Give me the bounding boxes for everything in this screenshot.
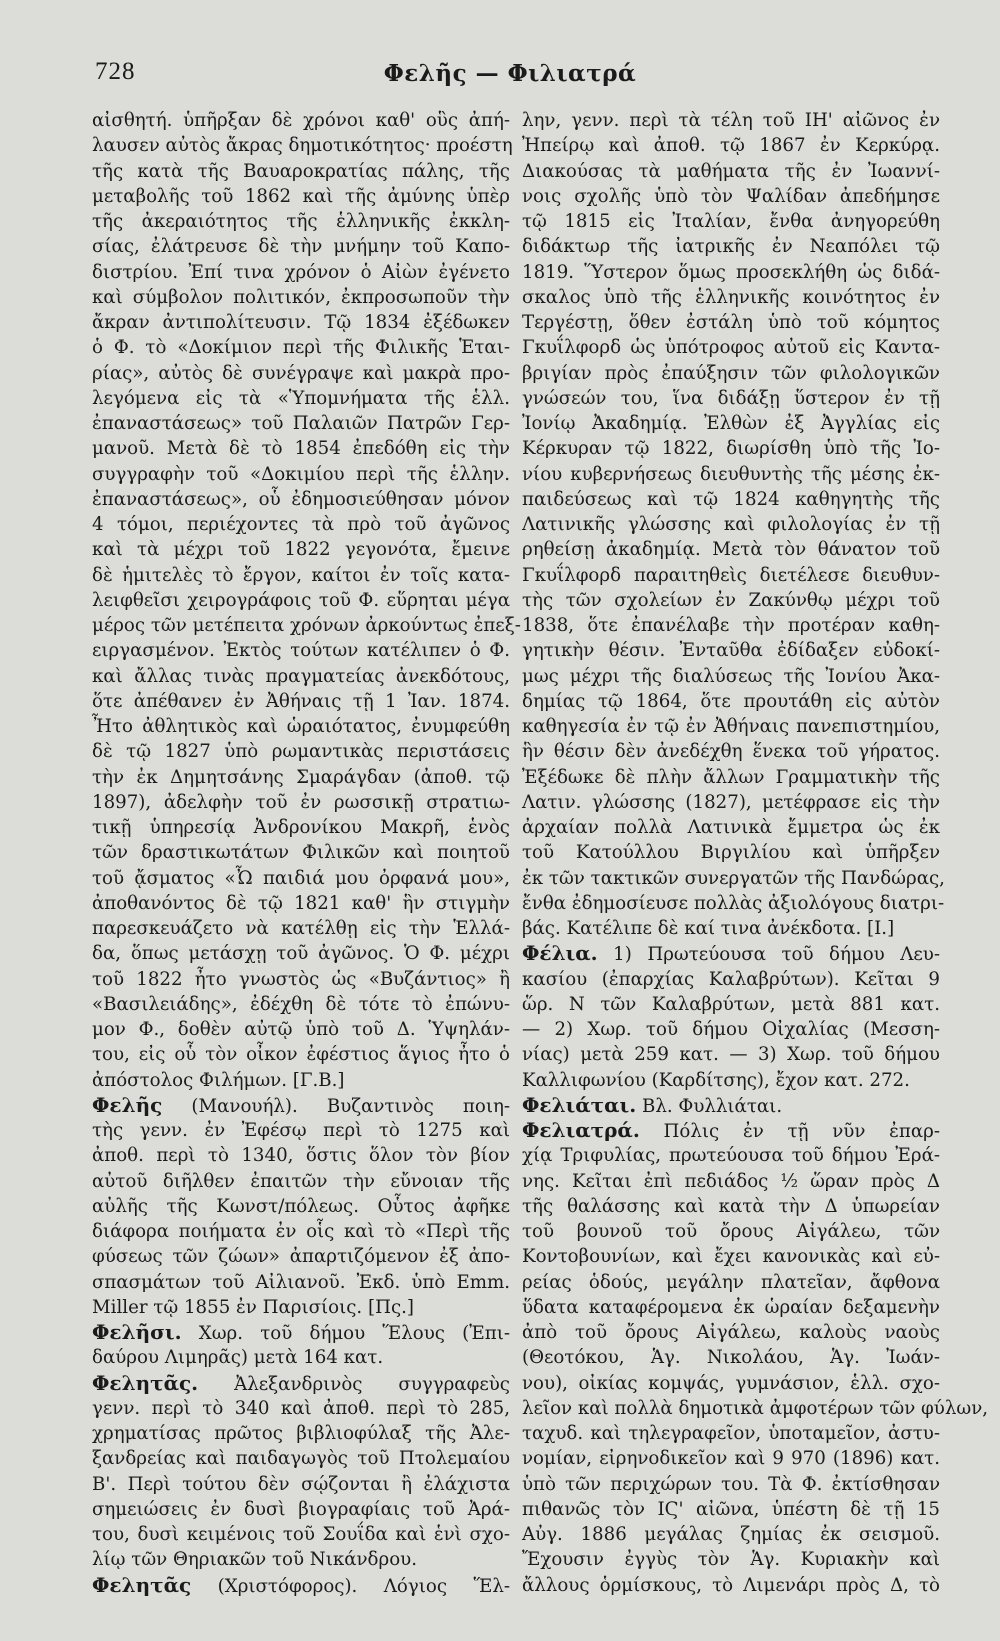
text-line (92, 1169, 510, 1194)
text-line (522, 563, 940, 588)
line-text: ἣν θέσιν δὲν ἀνεδέχθη ἕνεκα τοῦ γήρατος. (522, 741, 940, 763)
text-line (522, 1345, 940, 1370)
text-line (522, 310, 940, 335)
text-line (92, 1017, 510, 1042)
text-line (92, 234, 510, 259)
line-text: δὲ ἡμιτελὲς τὸ ἔργον, καίτοι ἐν τοῖς κατα- (92, 564, 510, 586)
line-text: ἀποθανόντος δὲ τῷ 1821 καθ' ἣν στιγμὴν (92, 892, 510, 914)
line-text: σκαλος ὑπὸ τῆς ἑλληνικῆς κοινότητος ἐν (522, 286, 940, 308)
text-line (522, 891, 945, 916)
line-text: Ἰονίῳ Ἀκαδημίᾳ. Ἐλθὼν ἐξ Ἀγγλίας εἰς (522, 413, 940, 434)
line-text: λαυσεν αὐτὸς ἄκρας δημοτικότητος· προέστη (92, 135, 513, 157)
text-line (92, 790, 510, 815)
text-line (92, 1270, 510, 1295)
line-text: χρηματίσας πρῶτος βιβλιοφύλαξ τῆς Ἀλε- (92, 1423, 510, 1444)
text-line (92, 563, 510, 588)
text-line (522, 1522, 940, 1547)
line-text: Διακούσας τὰ μαθήματα τῆς ἐν Ἰωαννί- (522, 160, 940, 182)
text-line (92, 815, 510, 840)
text-line (92, 310, 510, 335)
line-text: ἀπὸ τοῦ ὄρους Αἰγάλεω, καλοὺς ναοὺς (522, 1322, 940, 1343)
text-line (522, 1169, 940, 1194)
line-text: κασίου (ἐπαρχίας Καλαβρύτων). Κεῖται 9 (522, 968, 940, 990)
line-text: Κέρκυραν τῷ 1822, διωρίσθη ὑπὸ τῆς Ἰο- (522, 438, 940, 460)
text-line (92, 916, 510, 941)
text-line (522, 335, 940, 360)
text-line (522, 765, 940, 790)
line-text: μανοῦ. Μετὰ δὲ τὸ 1854 ἐπεδόθη εἰς τὴν (92, 438, 510, 460)
text-line (522, 184, 940, 209)
text-line (92, 866, 510, 891)
line-text: μως μέχρι τῆς διαλύσεως τῆς Ἰονίου Ἀκα- (522, 665, 940, 687)
line-text: τοῦ 1822 ἦτο γνωστὸς ὡς «Βυζάντιος» ἢ (92, 968, 510, 990)
text-line (522, 1573, 940, 1598)
left-column (92, 108, 521, 1598)
text-line (92, 638, 510, 663)
line-text: Λατιν. γλώσσης (1827), μετέφρασε εἰς τὴν (522, 791, 940, 813)
entry-headword: Φελιατρά. (522, 1118, 640, 1142)
line-text: καὶ σύμβολον πολιτικόν, ἐκπροσωποῦν τὴν (92, 286, 510, 308)
text-line (522, 1421, 940, 1446)
text-line (92, 1118, 510, 1143)
text-line (522, 689, 940, 714)
text-line (92, 1295, 510, 1320)
text-line (92, 941, 510, 966)
line-text: νίου κυβερνήσεως διευθυντὴς τῆς μέσης ἐκ- (522, 463, 940, 485)
line-text: νης. Κεῖται ἐπὶ πεδιάδος ½ ὥραν πρὸς Δ (522, 1170, 940, 1192)
text-line (92, 1244, 510, 1269)
line-text: ἀρχαίαν πολλὰ Λατινικὰ ἔμμετρα ὡς ἐκ (522, 817, 940, 838)
line-text: νοις σχολῆς ὑπὸ τὸν Ψαλίδαν ἀπεδήμησε (522, 185, 940, 207)
line-text: 4 τόμοι, περιέχοντες τὰ πρὸ τοῦ ἀγῶνος (92, 514, 510, 535)
line-text: ἐπαναστάσεως», οὗ ἐδημοσιεύθησαν μόνον (92, 488, 510, 510)
line-text: ὅτε ἀπέθανεν ἐν Ἀθήναις τῇ 1 Ἰαν. 1874. (92, 690, 510, 712)
line-text: ὥρ. Ν τῶν Καλαβρύτων, μετὰ 881 κατ. (522, 993, 940, 1015)
line-text: Β'. Περὶ τούτου δὲν σῴζονται ἢ ἐλάχιστα (92, 1473, 510, 1495)
text-line (522, 108, 940, 133)
line-text: ταχυδ. καὶ τηλεγραφεῖον, ὑποταμεῖον, ἀστυ- (522, 1423, 940, 1444)
text-line (92, 1396, 510, 1421)
text-line (522, 866, 945, 891)
text-line (522, 1371, 940, 1396)
text-line (92, 209, 510, 234)
line-text: Miller τῷ 1855 ἐν Παρισίοις. [Πς.] (92, 1296, 415, 1318)
line-text: Καλλιφωνίου (Καρδίτσης), ἔχον κατ. 272. (522, 1069, 910, 1091)
line-text: Γκυΐλφορδ ὡς ὑπότροφος αὐτοῦ εἰς Καντα- (522, 337, 940, 359)
line-text: χίᾳ Τριφυλίας, πρωτεύουσα τοῦ δήμου Ἐρά- (522, 1145, 940, 1167)
line-text: τοῦ ᾄσματος «Ὦ παιδιά μου ὀρφανά μου», (92, 867, 510, 889)
line-text: νομίαν, εἰρηνοδικεῖον καὶ 9 970 (1896) κατ. (522, 1448, 940, 1470)
line-text: ἄλλους ὁρμίσκους, τὸ Λιμενάρι πρὸς Δ, τὸ (522, 1574, 940, 1596)
entry-headword: Φελητᾶς (92, 1572, 192, 1597)
text-line (522, 1219, 940, 1244)
text-line (92, 1194, 510, 1219)
line-text: ἐκ τῶν τακτικῶν συνεργατῶν τῆς Πανδώρας, (522, 867, 945, 889)
line-text: Γκυΐλφορδ παραιτηθεὶς διετέλεσε διευθυν- (522, 564, 940, 586)
line-text: μεταβολῆς τοῦ 1862 καὶ τῆς ἀμύνης ὑπὲρ (92, 185, 510, 207)
line-text: λην, γενν. περὶ τὰ τέλη τοῦ ΙΗ' αἰῶνος ἐν (522, 110, 940, 131)
text-line (522, 967, 940, 992)
text-line (522, 1068, 940, 1093)
text-line (522, 1194, 940, 1219)
text-line (92, 184, 510, 209)
line-text: Τεργέστῃ, ὅθεν ἐστάλη ὑπὸ τοῦ κόμητος (522, 312, 940, 333)
line-text: ἔνθα ἐδημοσίευσε πολλὰς ἀξιολόγους διατρι- (522, 892, 945, 914)
line-text: τοῦ Κατούλλου Βιργιλίου καὶ ὑπῆρξεν (522, 842, 940, 864)
line-text: τὴς τῶν σχολείων ἐν Ζακύνθῳ μέχρι τοῦ (522, 589, 940, 611)
line-text: δαύρου Λιμηρᾶς) μετὰ 164 κατ. (92, 1347, 384, 1369)
line-text: Ἐξέδωκε δὲ πλὴν ἄλλων Γραμματικὴν τῆς (522, 766, 940, 788)
text-line (92, 133, 513, 158)
line-text: ἐπαναστάσεως» τοῦ Παλαιῶν Πατρῶν Γερ- (92, 413, 510, 434)
text-line (92, 967, 510, 992)
line-text: (Χριστόφορος). Λόγιος Ἕλ- (191, 1575, 510, 1597)
text-line (522, 361, 940, 386)
line-text: τοῦ βουνοῦ τοῦ ὄρους Αἰγάλεω, τῶν (522, 1221, 940, 1242)
text-line (522, 411, 940, 436)
line-text: παιδεύσεως καὶ τῷ 1824 καθηγητὴς τῆς (522, 488, 940, 510)
entry-first-line (92, 1320, 510, 1345)
entry-first-line (522, 1118, 940, 1143)
line-text: αὐτοῦ διῆλθεν ἐπαιτῶν τὴν εὔνοιαν τῆς (92, 1170, 510, 1192)
line-text: ειργασμένον. Ἐκτὸς τούτων κατέλιπεν ὁ Φ. (92, 640, 510, 662)
line-text: λεῖον καὶ πολλὰ δημοτικὰ ἀμφοτέρων τῶν φύλων, (522, 1397, 989, 1419)
text-line (522, 285, 940, 310)
line-text: 1819. Ὕστερον ὅμως προσεκλήθη ὡς διδά- (522, 261, 940, 283)
entry-first-line (92, 1371, 510, 1396)
line-text: δημίας τῷ 1864, ὅτε προυτάθη εἰς αὐτὸν (522, 690, 940, 712)
text-line (92, 159, 510, 184)
text-line (522, 1446, 940, 1471)
page-header (80, 58, 940, 98)
line-text: Ἔχουσιν ἐγγὺς τὸν Ἁγ. Κυριακὴν καὶ (522, 1549, 940, 1571)
text-line (522, 133, 940, 158)
line-text: λειφθεῖσι χειρογράφοις τοῦ Φ. εὕρηται μέγα (92, 589, 510, 611)
text-line (92, 840, 510, 865)
line-text: γνώσεών του, ἵνα διδάξῃ ὕστερον ἐν τῇ (522, 387, 940, 409)
text-line (522, 1295, 940, 1320)
line-text: ξανδρείας καὶ παιδαγωγὸς τοῦ Πτολεμαίου (92, 1448, 510, 1470)
text-line (92, 108, 510, 133)
entry-headword: Φελῆς (92, 1092, 163, 1117)
text-line (92, 714, 510, 739)
text-line (92, 1421, 510, 1446)
line-text: ἀποθ. περὶ τὸ 1340, ὅστις ὅλον τὸν βίον (92, 1145, 510, 1167)
text-line (522, 739, 940, 764)
line-text: καθηγεσία ἐν τῷ ἐν Ἀθήναις πανεπιστημίου, (522, 716, 940, 737)
text-line (92, 1219, 510, 1244)
text-line (92, 664, 510, 689)
line-text: του, δυσὶ κειμένοις τοῦ Σουΐδα καὶ ἑνὶ σχο- (92, 1524, 510, 1545)
text-line (92, 1522, 510, 1547)
text-line (522, 209, 940, 234)
line-text: ρηθείσῃ ἀκαδημίᾳ. Μετὰ τὸν θάνατον τοῦ (522, 539, 940, 561)
entry-first-line (92, 1093, 510, 1118)
text-line (92, 689, 510, 714)
line-text: πιθανῶς τὸν ΙϚ' αἰῶνα, ὑπέστη δὲ τῇ 15 (522, 1498, 940, 1520)
page-number: 728 (95, 58, 136, 85)
line-text: λίῳ τῶν Θηριακῶν τοῦ Νικάνδρου. (92, 1549, 417, 1571)
line-text: τὴς γενν. ἐν Ἐφέσῳ περὶ τὸ 1275 καὶ (92, 1120, 510, 1141)
text-line (92, 613, 521, 638)
text-line (522, 537, 940, 562)
text-line (522, 714, 940, 739)
line-text: τῆς θαλάσσης καὶ κατὰ τὴν Δ ὑπωρείαν (522, 1195, 940, 1217)
line-text: ὁ Φ. τὸ «Δοκίμιον περὶ τῆς Φιλικῆς Ἑται- (92, 337, 510, 359)
entry-first-line (92, 1573, 510, 1598)
text-line (522, 790, 940, 815)
text-line (522, 1497, 940, 1522)
text-line (522, 260, 940, 285)
text-line (92, 1068, 510, 1093)
line-text: καὶ τὰ μέχρι τοῦ 1822 γεγονότα, ἔμεινε (92, 539, 510, 561)
line-text: παρεσκευάζετο νὰ κατέλθῃ εἰς τὴν Ἑλλά- (92, 918, 510, 939)
entry-headword: Φελῆσι. (92, 1320, 182, 1344)
text-line (522, 159, 940, 184)
line-text: τῷ 1815 εἰς Ἰταλίαν, ἔνθα ἀνηγορεύθη (522, 211, 940, 232)
line-text: μον Φ., δοθὲν αὐτῷ ὑπὸ τοῦ Δ. Ὑψηλάν- (92, 1019, 510, 1040)
line-text: Βλ. Φυλλιάται. (636, 1095, 783, 1117)
text-line (92, 260, 510, 285)
entry-headword: Φέλια. (522, 941, 598, 966)
line-text: 1897), ἀδελφὴν τοῦ ἐν ρωσσικῇ στρατιω- (92, 791, 510, 813)
text-line (522, 664, 940, 689)
entry-first-line (522, 941, 940, 966)
text-line (522, 1017, 940, 1042)
text-line (522, 234, 940, 259)
text-line (92, 588, 510, 613)
line-text: σίας, ἐλάτρευσε δὲ τὴν μνήμην τοῦ Καπο- (92, 236, 510, 258)
text-line (522, 613, 940, 638)
running-head: Φελῆς — Φιλιατρά (383, 60, 637, 87)
line-text: «Βασιλειάδης», ἐδέχθη δὲ τότε τὸ ἐπώνυ- (92, 993, 510, 1015)
line-text: ἄκραν ἀντιπολίτευσιν. Τῷ 1834 ἐξέδωκεν (92, 312, 510, 333)
line-text: ὑπὸ τῶν περιχώρων του. Τὰ Φ. ἐκτίσθησαν (522, 1473, 940, 1495)
text-line (92, 1345, 510, 1370)
line-text: (Θεοτόκου, Ἁγ. Νικολάου, Ἁγ. Ἰωάν- (522, 1347, 940, 1369)
text-line (522, 916, 940, 941)
text-line (92, 512, 510, 537)
text-line (92, 537, 510, 562)
line-text: μέρος τῶν μετέπειτα χρόνων ἀρκούντως ἐπεξ- (92, 615, 521, 636)
text-line (92, 285, 510, 310)
text-line (92, 765, 510, 790)
line-text: ἀπόστολος Φιλήμων. [Γ.Β.] (92, 1069, 345, 1091)
entry-headword: Φελιάται. (522, 1092, 637, 1117)
line-text: καὶ ἄλλας τινὰς πραγματείας ἀνεκδότους, (92, 665, 510, 687)
text-line (522, 588, 940, 613)
text-line (522, 815, 940, 840)
line-text: ρίας», αὐτὸς δὲ συνέγραψε καὶ μακρὰ προ- (92, 362, 510, 384)
line-text: βάς. Κατέλιπε δὲ καί τινα ἀνέκδοτα. [Ι.] (522, 918, 895, 939)
line-text: Κοντοβουνίων, καὶ ἔχει κανονικὰς καὶ εὐ- (522, 1246, 940, 1268)
line-text: βριγίαν πρὸς ἐπαύξησιν τῶν φιλολογικῶν (522, 362, 940, 384)
line-text: ρείας ὁδούς, μεγάλην πλατεῖαν, ἄφθονα (522, 1271, 940, 1293)
text-line (92, 386, 510, 411)
line-text: αἰσθητή. ὑπῆρξαν δὲ χρόνοι καθ' οὓς ἀπή- (92, 110, 510, 131)
line-text: διάφορα ποιήματα ἐν οἷς καὶ τὸ «Περὶ τῆς (92, 1221, 510, 1242)
entry-headword: Φελητᾶς. (92, 1370, 199, 1395)
text-line (522, 1396, 989, 1421)
text-line (92, 436, 510, 461)
text-line (522, 386, 940, 411)
text-line (92, 335, 510, 360)
line-text: διδάκτωρ τῆς ἰατρικῆς ἐν Νεαπόλει τῷ (522, 236, 940, 258)
text-line (522, 840, 940, 865)
text-line (522, 512, 940, 537)
line-text: δὲ τῷ 1827 ὑπὸ ρωμαντικὰς περιστάσεις (92, 741, 510, 763)
line-text: λεγόμενα εἰς τὰ «Ὑπομνήματα τῆς ἑλλ. (92, 387, 510, 409)
line-text: νίας) μετὰ 259 κατ. — 3) Χωρ. τοῦ δήμου (522, 1044, 940, 1066)
line-text: 1) Πρωτεύουσα τοῦ δήμου Λευ- (597, 944, 940, 966)
text-line (92, 891, 510, 916)
line-text: του, εἰς οὗ τὸν οἶκον ἐφέστιος ἅγιος ἦτο ὁ (92, 1044, 510, 1066)
text-line (92, 992, 510, 1017)
line-text: σπασμάτων τοῦ Αἰλιανοῦ. Ἐκδ. ὑπὸ Emm. (92, 1271, 510, 1293)
line-text: τῆς ἀκεραιότητος τῆς ἑλληνικῆς ἐκκλη- (92, 211, 510, 232)
text-line (92, 361, 510, 386)
text-line (522, 1270, 940, 1295)
text-line (92, 411, 510, 436)
line-text: ὕδατα καταφέρομενα ἐκ ὡραίαν δεξαμενὴν (522, 1296, 940, 1318)
text-line (92, 1446, 510, 1471)
right-column (522, 108, 989, 1598)
line-text: νου), οἰκίας κομψάς, γυμνάσιον, ἑλλ. σχο- (522, 1372, 940, 1394)
line-text: τῶν δραστικωτάτων Φιλικῶν καὶ ποιητοῦ (92, 842, 510, 864)
line-text: τῆς κατὰ τῆς Βαυαροκρατίας πάλης, τῆς (92, 160, 510, 182)
line-text: φύσεως τῶν ζώων» ἀπαρτιζόμενον ἐξ ἀπο- (92, 1246, 510, 1268)
line-text: σημειώσεις ἐν δυσὶ βιογραφίαις τοῦ Ἀρά- (92, 1498, 510, 1520)
text-line (92, 1497, 510, 1522)
text-line (522, 436, 940, 461)
text-line (522, 1320, 940, 1345)
text-line (92, 1547, 510, 1572)
entry-first-line (522, 1093, 940, 1118)
line-text: τικῇ ὑπηρεσίᾳ Ἀνδρονίκου Μακρῆ, ἑνὸς (92, 817, 510, 838)
line-text: Λατινικῆς γλώσσης καὶ φιλολογίας ἐν τῇ (522, 514, 940, 535)
line-text: τὴν ἐκ Δημητσάνης Σμαράγδαν (ἀποθ. τῷ (92, 766, 510, 788)
text-line (522, 1472, 940, 1497)
text-line (92, 739, 510, 764)
line-text: Ἠπείρῳ καὶ ἀποθ. τῷ 1867 ἐν Κερκύρᾳ. (522, 135, 940, 157)
line-text: γενν. περὶ τὸ 340 καὶ ἀποθ. περὶ τὸ 285, (92, 1397, 510, 1419)
line-text: (Μανουήλ). Βυζαντινὸς ποιη- (162, 1095, 510, 1117)
text-line (522, 1547, 940, 1572)
line-text: αὐλῆς τῆς Κωνστ/πόλεως. Οὗτος ἀφῆκε (92, 1195, 510, 1217)
line-text: 1838, ὅτε ἐπανέλαβε τὴν προτέραν καθη- (522, 615, 940, 636)
line-text: — 2) Χωρ. τοῦ δήμου Οἰχαλίας (Μεσση- (522, 1019, 940, 1040)
line-text: δα, ὅπως μετάσχῃ τοῦ ἀγῶνος. Ὁ Φ. μέχρι (92, 943, 510, 965)
text-line (522, 487, 940, 512)
line-text: συγγραφὴν τοῦ «Δοκιμίου περὶ τῆς ἑλλην. (92, 463, 510, 485)
line-text: Ἀλεξανδρινὸς συγγραφεὺς (198, 1373, 510, 1395)
line-text: γητικὴν θέσιν. Ἐνταῦθα ἐδίδαξεν εὐδοκί- (522, 640, 940, 662)
text-line (92, 1042, 510, 1067)
text-line (522, 638, 940, 663)
text-line (522, 1244, 940, 1269)
line-text: Ἦτο ἀθλητικὸς καὶ ὡραιότατος, ἐνυμφεύθη (92, 716, 510, 737)
text-line (92, 462, 510, 487)
text-line (522, 1042, 940, 1067)
text-line (92, 487, 510, 512)
text-line (92, 1143, 510, 1168)
line-text: Αὐγ. 1886 μεγάλας ζημίας ἐκ σεισμοῦ. (522, 1524, 940, 1545)
text-line (92, 1472, 510, 1497)
text-line (522, 1143, 940, 1168)
line-text: Χωρ. τοῦ δήμου Ἕλους (Ἐπι- (181, 1323, 510, 1344)
line-text: διστρίου. Ἐπί τινα χρόνον ὁ Αἰὼν ἐγένετο (92, 261, 510, 283)
line-text: Πόλις ἐν τῇ νῦν ἐπαρ- (639, 1121, 940, 1142)
text-line (522, 462, 940, 487)
text-line (522, 992, 940, 1017)
